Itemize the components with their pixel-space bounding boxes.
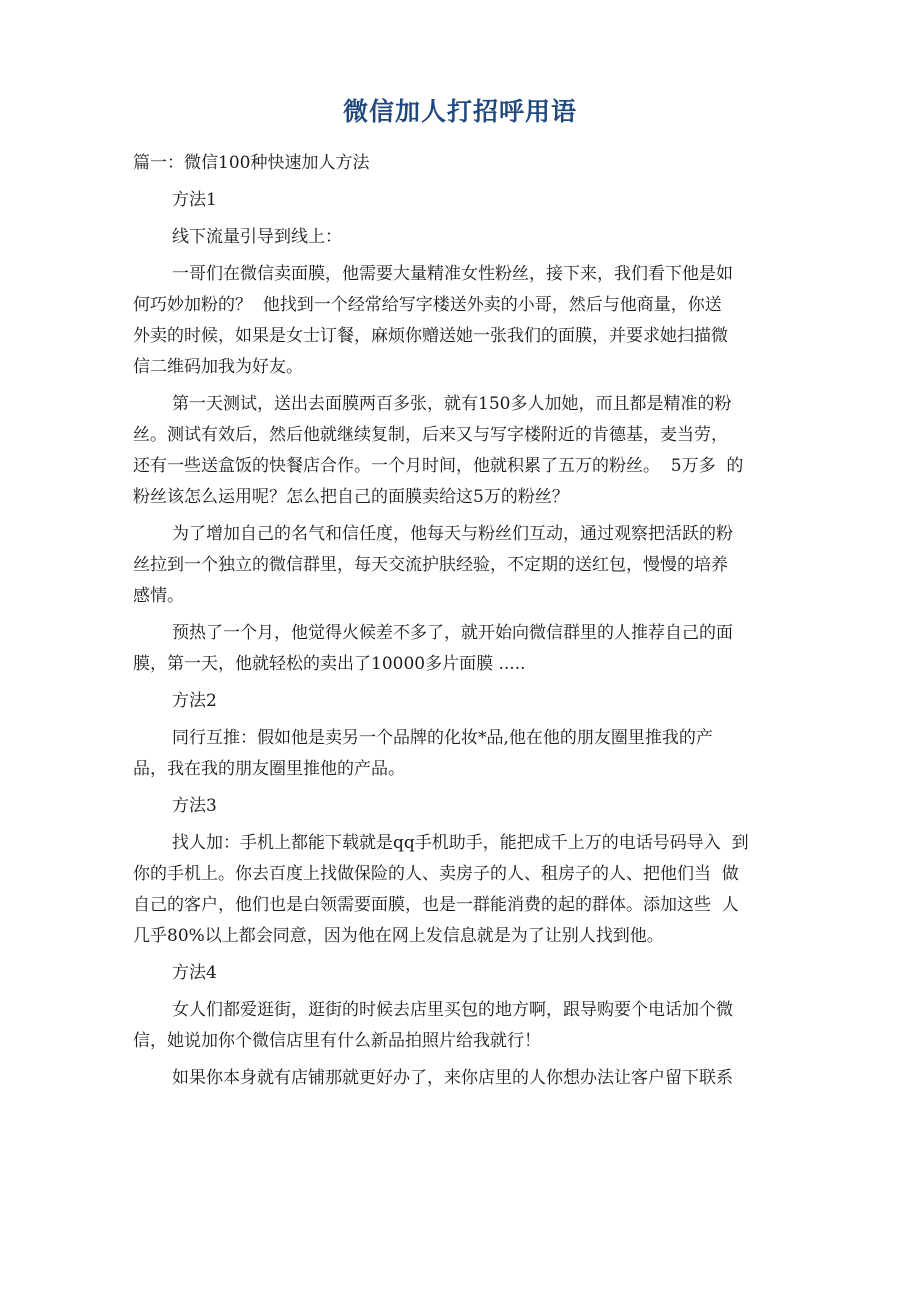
paragraph: [133, 185, 793, 216]
section-heading: 篇一：微信100种快速加人方法: [133, 153, 370, 173]
paragraph-line: 膜，第一天，他就轻松的卖出了10000多片面膜 .....: [133, 654, 526, 674]
paragraph-line: 一哥们在微信卖面膜，他需要大量精准女性粉丝，接下来，我们看下他是如: [172, 264, 733, 284]
paragraph: [133, 222, 793, 253]
paragraph-line: 几乎80%以上都会同意，因为他在网上发信息就是为了让别人找到他。: [133, 926, 664, 946]
paragraph-line: 粉丝该怎么运用呢？怎么把自己的面膜卖给这5万的粉丝？: [133, 487, 569, 507]
paragraph-line: 方法1: [172, 190, 217, 210]
paragraph-line: 方法4: [172, 963, 217, 983]
paragraph-line: 女人们都爱逛街，逛街的时候去店里买包的地方啊，跟导购要个电话加个微: [172, 1000, 733, 1020]
paragraph-line: 如果你本身就有店铺那就更好办了，来你店里的人你想办法让客户留下联系: [172, 1068, 733, 1088]
paragraph-line: 预热了一个月，他觉得火候差不多了，就开始向微信群里的人推荐自己的面: [172, 623, 733, 643]
paragraph-line: 自己的客户，他们也是白领需要面膜，也是一群能消费的起的群体。添加这些 人: [133, 895, 739, 915]
paragraph-line: 丝拉到一个独立的微信群里，每天交流护肤经验，不定期的送红包，慢慢的培养: [133, 555, 728, 575]
paragraph-line: 线下流量引导到线上：: [172, 227, 342, 247]
paragraph-line: 丝。测试有效后，然后他就继续复制，后来又与写字楼附近的肯德基，麦当劳，: [133, 425, 728, 445]
paragraph-line: 方法3: [172, 796, 217, 816]
paragraph-line: 第一天测试，送出去面膜两百多张，就有150多人加她，而且都是精准的粉: [172, 394, 732, 414]
paragraph-line: 感情。: [133, 586, 184, 606]
paragraph-line: 信，她说加你个微信店里有什么新品拍照片给我就行！: [133, 1031, 541, 1051]
paragraph: [133, 686, 793, 717]
paragraph: [133, 259, 793, 383]
paragraph: [133, 1063, 793, 1094]
paragraph: [133, 618, 793, 680]
paragraph: [133, 958, 793, 989]
paragraph-line: 信二维码加我为好友。: [133, 357, 303, 377]
paragraph-line: 还有一些送盒饭的快餐店合作。一个月时间，他就积累了五万的粉丝。 5万多 的: [133, 456, 744, 476]
paragraph: [133, 791, 793, 822]
paragraph-line: 同行互推：假如他是卖另一个品牌的化妆*品,他在他的朋友圈里推我的产: [172, 728, 713, 748]
paragraph: [133, 519, 793, 612]
paragraph: [133, 995, 793, 1057]
paragraph-line: 你的手机上。你去百度上找做保险的人、卖房子的人、租房子的人、把他们当 做: [133, 864, 739, 884]
paragraph-line: 方法2: [172, 691, 217, 711]
paragraph-line: 何巧妙加粉的？ 他找到一个经常给写字楼送外卖的小哥，然后与他商量，你送: [133, 295, 722, 315]
paragraph-list: [133, 185, 793, 1094]
paragraph-line: 为了增加自己的名气和信任度，他每天与粉丝们互动，通过观察把活跃的粉: [172, 524, 733, 544]
paragraph-line: 找人加：手机上都能下载就是qq手机助手，能把成千上万的电话号码导入 到: [172, 833, 749, 853]
page-title: 微信加人打招呼用语: [342, 97, 577, 126]
paragraph-line: 品，我在我的朋友圈里推他的产品。: [133, 759, 405, 779]
document-body: [133, 148, 793, 1100]
paragraph-line: 外卖的时候，如果是女士订餐，麻烦你赠送她一张我们的面膜，并要求她扫描微: [133, 326, 728, 346]
paragraph: [133, 723, 793, 785]
paragraph: [133, 389, 793, 513]
paragraph: [133, 828, 793, 952]
